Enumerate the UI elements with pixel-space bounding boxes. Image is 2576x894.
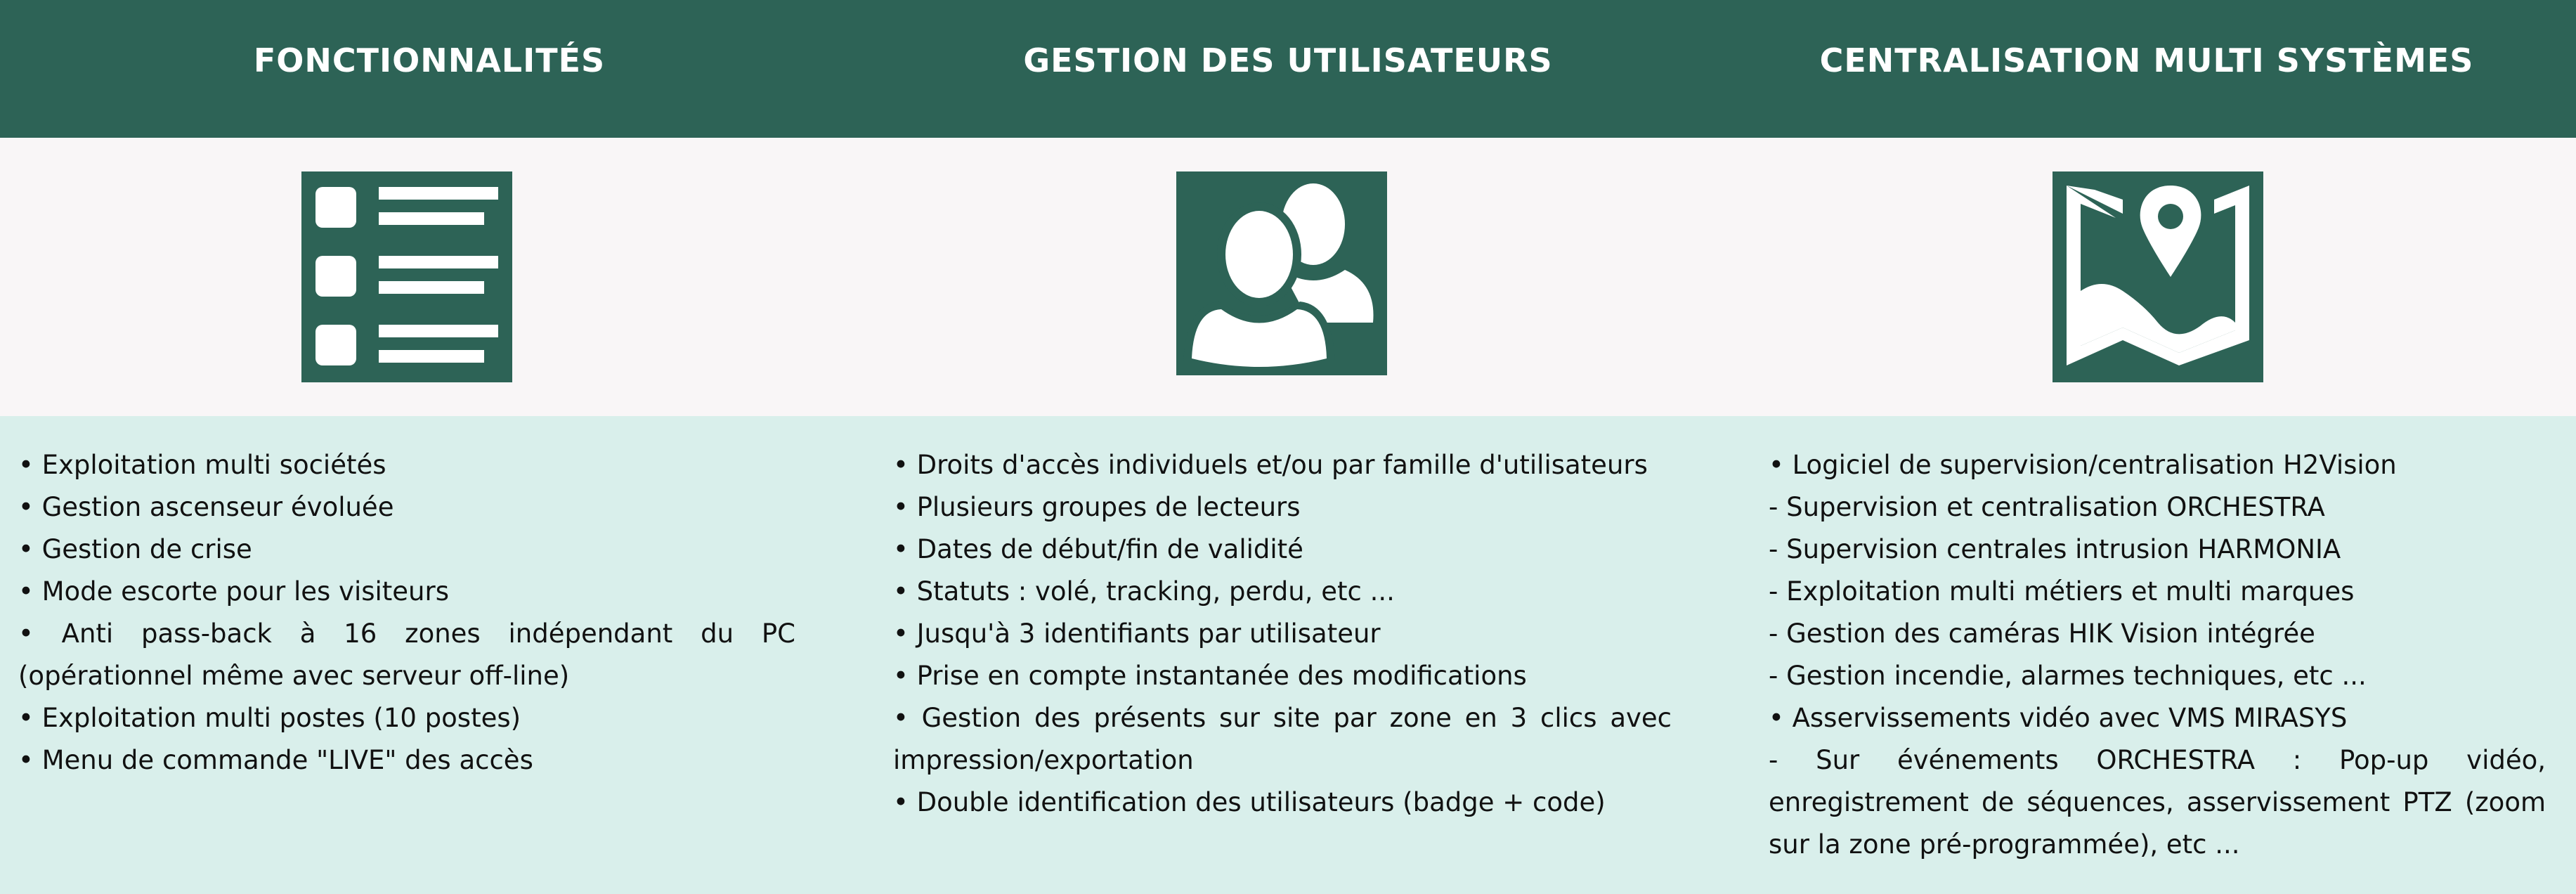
list-item: • Logiciel de supervision/centralisation H2Vision	[1769, 450, 2397, 480]
column-title-centralisation: CENTRALISATION MULTI SYSTÈMES	[1819, 41, 2474, 79]
list-item: • Droits d'accès individuels et/ou par famille d'utilisateurs	[893, 450, 1648, 480]
list-item: • Prise en compte instantanée des modifications	[893, 661, 1527, 691]
user-management-list	[893, 444, 1672, 824]
map-pin-icon	[2053, 171, 2263, 382]
list-item: • Mode escorte pour les visiteurs	[18, 576, 449, 607]
features-list	[18, 444, 795, 782]
list-item: • Asservissements vidéo avec VMS MIRASYS	[1769, 703, 2348, 733]
list-icon	[301, 171, 512, 382]
list-item: - Sur événements ORCHESTRA : Pop-up vidéo, enregistrement de séquences, asservissement PTZ (zoom sur la zone pré-programmée), etc ...	[1769, 745, 2546, 860]
list-item: • Double identification des utilisateurs (badge + code)	[893, 787, 1606, 817]
list-item: - Supervision et centralisation ORCHESTRA	[1769, 492, 2325, 522]
list-item: - Supervision centrales intrusion HARMONIA	[1769, 534, 2341, 564]
list-item: - Exploitation multi métiers et multi marques	[1769, 576, 2355, 607]
column-title-fonctionnalites: FONCTIONNALITÉS	[253, 41, 606, 79]
list-item: • Menu de commande "LIVE" des accès	[18, 745, 533, 775]
list-item: • Jusqu'à 3 identifiants par utilisateur	[893, 618, 1381, 649]
header-bar	[0, 0, 2576, 138]
list-item: • Plusieurs groupes de lecteurs	[893, 492, 1301, 522]
list-item: • Exploitation multi postes (10 postes)	[18, 703, 521, 733]
list-item: • Anti pass-back à 16 zones indépendant du PC (opérationnel même avec serveur off-line)	[18, 618, 795, 691]
users-icon	[1176, 171, 1387, 375]
list-item: - Gestion incendie, alarmes techniques, etc ...	[1769, 661, 2367, 691]
list-item: • Gestion des présents sur site par zone en 3 clics avec impression/exportation	[893, 703, 1672, 775]
column-title-gestion-utilisateurs: GESTION DES UTILISATEURS	[1023, 41, 1553, 79]
list-item: - Gestion des caméras HIK Vision intégrée	[1769, 618, 2315, 649]
icon-band	[0, 138, 2576, 416]
list-item: • Exploitation multi sociétés	[18, 450, 386, 480]
list-item: • Dates de début/fin de validité	[893, 534, 1303, 564]
list-item: • Gestion ascenseur évoluée	[18, 492, 394, 522]
multi-system-list	[1769, 444, 2546, 866]
list-item: • Gestion de crise	[18, 534, 252, 564]
list-item: • Statuts : volé, tracking, perdu, etc ...	[893, 576, 1395, 607]
